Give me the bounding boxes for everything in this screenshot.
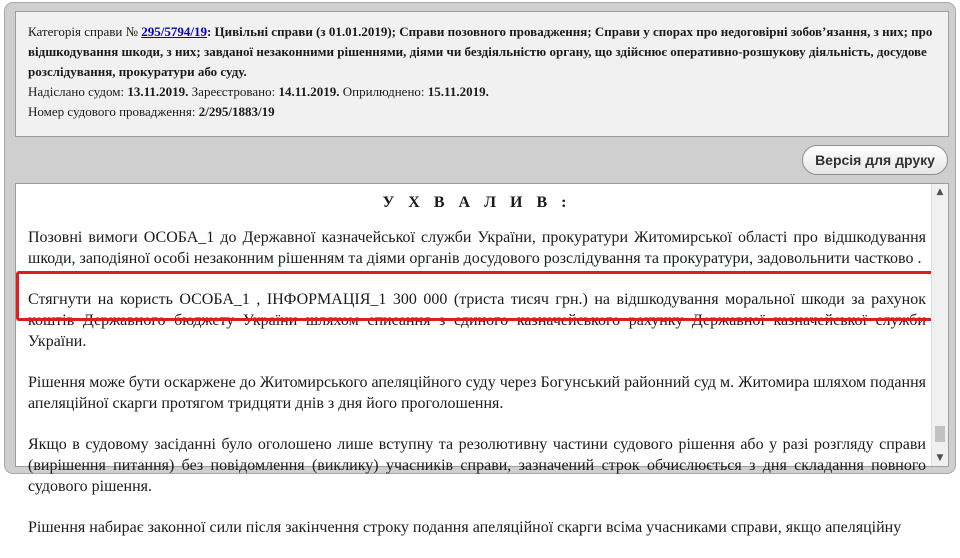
scroll-down-icon[interactable]: ▼: [936, 453, 944, 463]
paragraph-appeal: Рішення може бути оскаржене до Житомирського апеляційного суду через Богунський районний суд м. Житомира шляхом подання апеляційної скарги протягом тридцяти днів з дня його проголошення.: [28, 374, 926, 412]
document-title: У Х В А Л И В :: [382, 194, 572, 211]
proceeding-line: [28, 102, 936, 122]
registered-label: Зареєстровано:: [188, 84, 279, 99]
sent-label: Надіслано судом:: [28, 84, 128, 99]
case-info-panel: [15, 11, 949, 137]
scrollbar-thumb[interactable]: [935, 426, 945, 442]
case-category: [28, 22, 936, 82]
document-content: [28, 184, 926, 558]
dates-line: [28, 82, 936, 102]
scroll-up-icon[interactable]: ▲: [936, 187, 944, 197]
registered-date: 14.11.2019.: [278, 84, 340, 99]
category-text: : Цивільні справи (з 01.01.2019); Справи позовного провадження; Справи у спорах про недоговірні зобов’язання, з них; про відшкодування шкоди, з них; завданої незаконними рішеннями, діями чи бездіяльністю органу, що здійснює оперативно-розшукову діяльність, досудове розслідування, прокуратури або суду.: [28, 24, 933, 79]
paragraph-term: Якщо в судовому засіданні було оголошено лише вступну та резолютивну частини судового рішення або у разі розгляду справи (вирішення питання) без повідомлення (виклику) учасників справи, зазначений строк обчислюється з дня складання повного судового рішення.: [28, 436, 926, 495]
document-viewer[interactable]: [15, 183, 949, 536]
proceeding-number: 2/295/1883/19: [198, 104, 275, 119]
case-number-link[interactable]: 295/5794/19: [141, 24, 207, 39]
vertical-scrollbar[interactable]: [931, 184, 948, 466]
page-frame: [4, 2, 956, 536]
paragraph-effect: Рішення набирає законної сили після закінчення строку подання апеляційної скарги всіма учасниками справи, якщо апеляційну: [28, 519, 902, 536]
published-label: Оприлюднено:: [339, 84, 428, 99]
paragraph-claims: Позовні вимоги ОСОБА_1 до Державної казначейської служби України, прокуратури Житомирської області про відшкодування шкоди, заподіяної особі незаконним рішенням та діями органів досудового розслідування та прокуратури, задовольнити частково .: [28, 229, 926, 267]
print-version-button[interactable]: Версія для друку: [802, 145, 948, 175]
sent-date: 13.11.2019.: [127, 84, 189, 99]
paragraph-award: Стягнути на користь ОСОБА_1 , ІНФОРМАЦІЯ_1 300 000 (триста тисяч грн.) на відшкодування моральної шкоди за рахунок коштів Державного бюджету України шляхом списання з єдиного казначейського рахунку Державної казначейської служби України.: [28, 291, 926, 350]
published-date: 15.11.2019.: [427, 84, 489, 99]
category-prefix: Категорія справи №: [28, 24, 142, 39]
proceeding-label: Номер судового провадження:: [28, 104, 199, 119]
